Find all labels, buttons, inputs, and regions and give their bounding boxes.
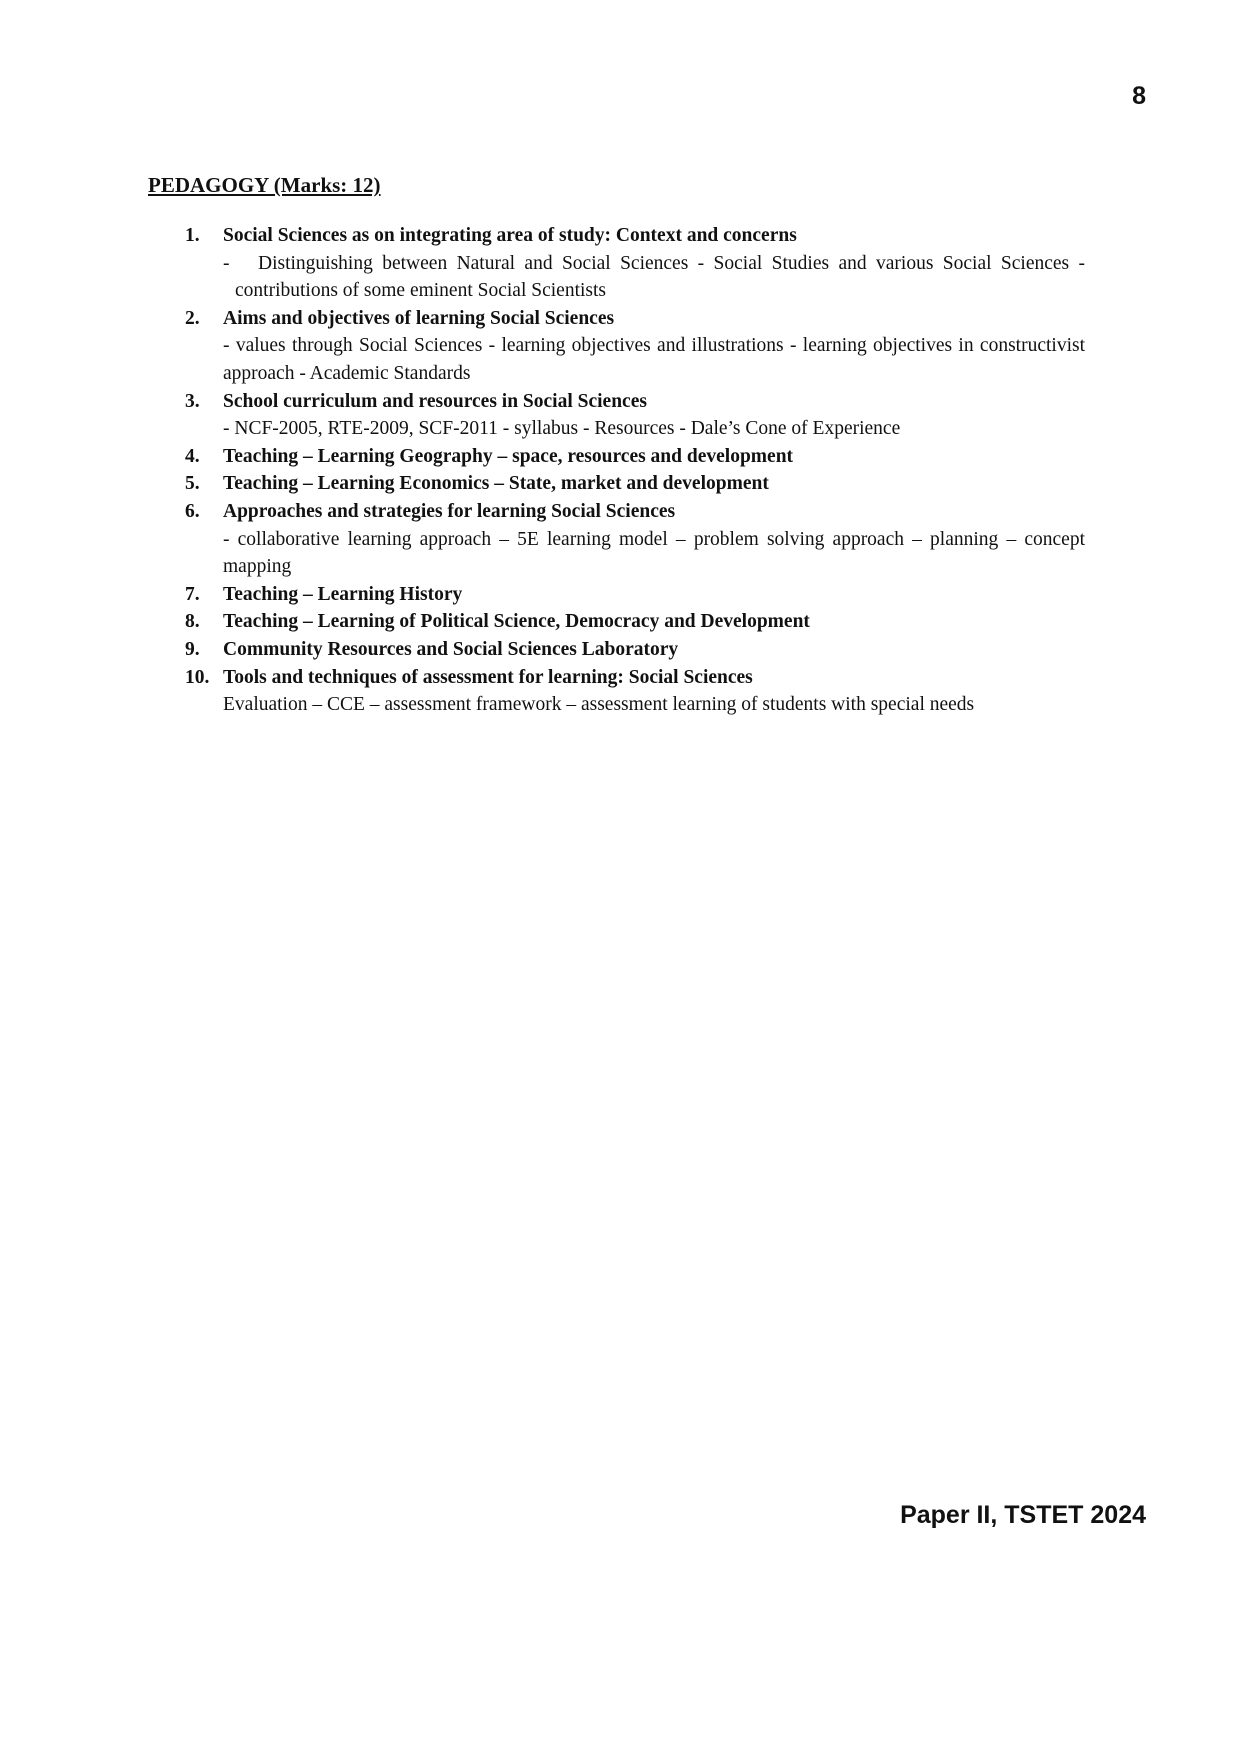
item-body: [223, 470, 1085, 498]
item-description: - collaborative learning approach – 5E learning model – problem solving approach – planning – concept mapping: [223, 528, 1085, 578]
section-heading: PEDAGOGY (Marks: 12): [148, 173, 381, 197]
syllabus-item-9: [185, 636, 1085, 664]
item-title: Aims and objectives of learning Social Sciences: [223, 307, 615, 329]
syllabus-item-8: [185, 608, 1085, 636]
item-title: Approaches and strategies for learning Social Sciences: [223, 500, 676, 522]
syllabus-item-7: [185, 581, 1085, 609]
item-body: [223, 443, 1085, 471]
syllabus-item-2: [185, 305, 1085, 388]
item-description: Evaluation – CCE – assessment framework – assessment learning of students with special needs: [223, 694, 975, 716]
item-description: - values through Social Sciences - learning objectives and illustrations - learning objectives in constructivist approach - Academic Standards: [223, 335, 1085, 384]
item-title: Teaching – Learning History: [223, 583, 463, 605]
item-number: 4.: [185, 445, 200, 467]
item-title: Teaching – Learning Geography – space, resources and development: [223, 445, 794, 467]
item-number: 2.: [185, 307, 200, 329]
item-number: 3.: [185, 390, 200, 412]
item-body: [223, 608, 1085, 636]
item-title: School curriculum and resources in Social Sciences: [223, 390, 647, 412]
item-title: Tools and techniques of assessment for learning: Social Sciences: [223, 666, 753, 688]
page-footer: Paper II, TSTET 2024: [900, 1501, 1146, 1529]
item-number: 1.: [185, 225, 200, 246]
item-number: 10.: [185, 666, 210, 688]
item-number: 6.: [185, 500, 200, 522]
item-number: 9.: [185, 638, 200, 660]
syllabus-list: [185, 222, 1085, 719]
item-number: 8.: [185, 611, 200, 633]
item-title: Social Sciences as on integrating area of study: Context and concerns: [223, 225, 797, 246]
item-body: [223, 636, 1085, 664]
item-body: [223, 305, 1085, 388]
item-title: Teaching – Learning Economics – State, market and development: [223, 473, 769, 495]
syllabus-item-1: [185, 222, 1085, 305]
item-description: - NCF-2005, RTE-2009, SCF-2011 - syllabus - Resources - Dale’s Cone of Experience: [223, 418, 901, 440]
item-title: Community Resources and Social Sciences Laboratory: [223, 638, 679, 660]
syllabus-item-3: [185, 388, 1085, 443]
item-body: [223, 222, 1085, 305]
item-number: 7.: [185, 583, 200, 605]
item-number: 5.: [185, 473, 200, 495]
dash-mark: -: [223, 252, 230, 274]
page-number: 8: [1132, 82, 1146, 110]
item-body: [223, 388, 1085, 443]
item-body: [223, 581, 1085, 609]
syllabus-item-5: [185, 470, 1085, 498]
syllabus-item-10: [185, 664, 1085, 719]
item-description: [223, 250, 1085, 305]
item-title: Teaching – Learning of Political Science, Democracy and Development: [223, 611, 810, 633]
item-body: [223, 498, 1085, 581]
syllabus-item-6: [185, 498, 1085, 581]
item-body: [223, 664, 1085, 719]
item-description-text: Distinguishing between Natural and Social Sciences - Social Studies and various Social Sciences - contributions of some eminent Social Scientists: [235, 252, 1085, 302]
syllabus-item-4: [185, 443, 1085, 471]
